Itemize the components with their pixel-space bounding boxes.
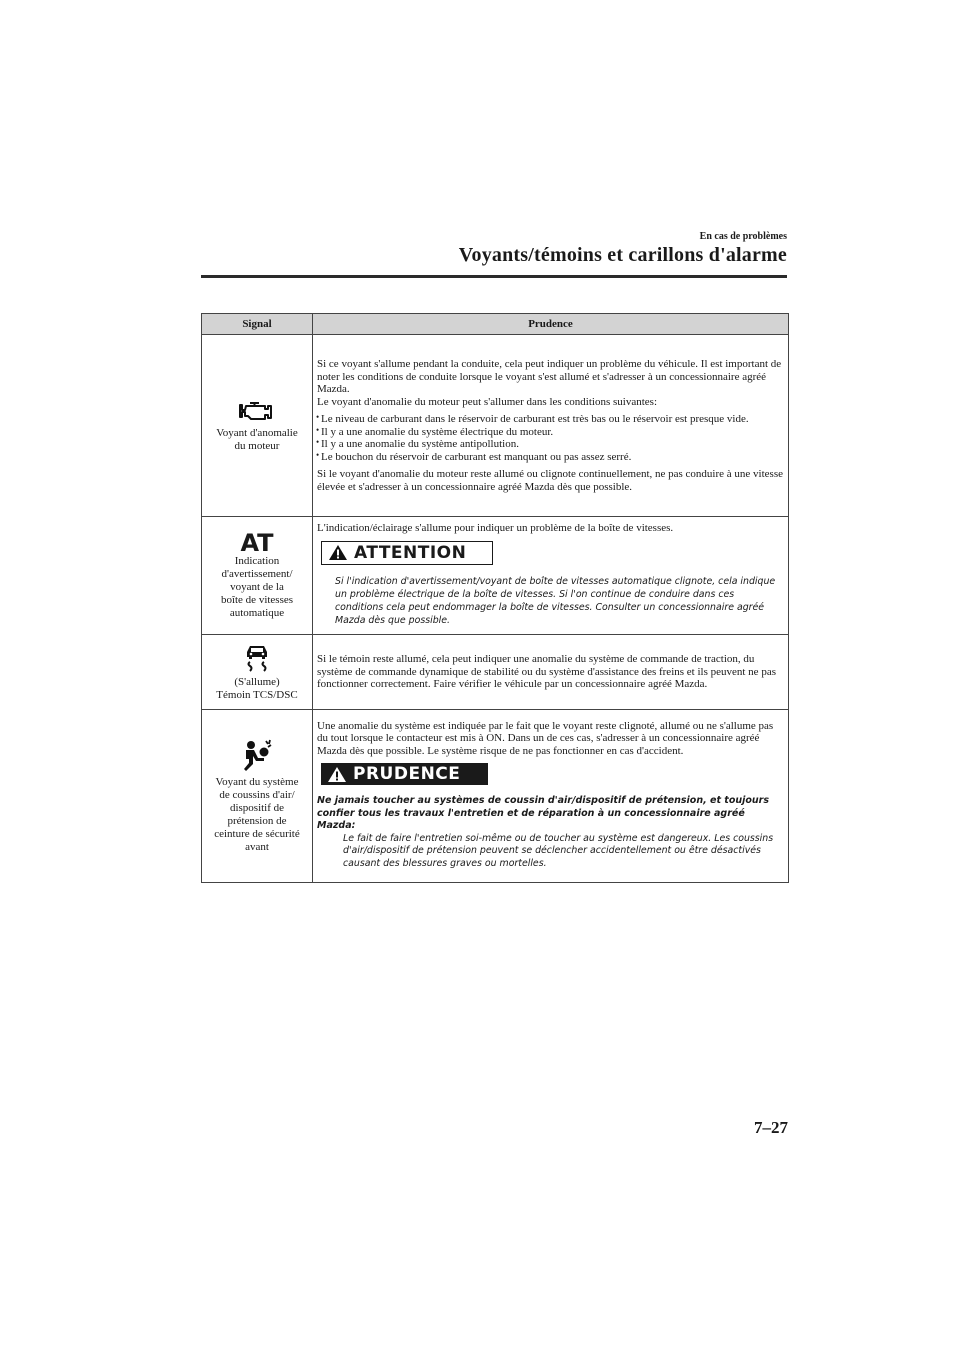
signal-label-line: prétension de [227,814,287,827]
title-rule [201,275,787,278]
list-item: • Il y a une anomalie du système antipollution. [317,438,784,451]
prudence-cell [313,335,789,517]
paragraph: L'indication/éclairage s'allume pour indiquer un problème de la boîte de vitesses. [317,522,674,535]
signal-cell [202,710,313,883]
section-label: En cas de problèmes [699,231,787,242]
signal-label-line: voyant de la [230,581,284,593]
signal-label-line: d'avertissement/ [221,568,293,580]
airbag-icon [240,739,274,773]
paragraph: Le voyant d'anomalie du moteur peut s'allumer dans les conditions suivantes: [317,395,658,408]
signal-label-line: Voyant d'anomalie [216,427,298,439]
signal-label-line: dispositif de [229,801,285,814]
table-row [202,710,789,883]
table-header-row [202,314,789,335]
signal-cell [202,335,313,517]
signal-label-line: automatique [229,607,285,619]
prudence-cell [313,635,789,710]
prudence-cell [313,710,789,883]
prudence-note-heading: Ne jamais toucher au systèmes de coussin d'air/dispositif de prétension, et toujours confier tous les travaux l'entretien et de réparation à un concessionnaire agréé Mazda: [317,795,770,832]
page-number: 7–27 [754,1118,788,1137]
signal-cell [202,635,313,710]
list-item: • Il y a une anomalie du système électrique du moteur. [317,426,784,439]
paragraph: Si ce voyant s'allume pendant la conduite, cela peut indiquer un problème du véhicule. Il est important de noter les conditions de conduite lorsque le voyant s'est allumé et s'adresser à un concessionnaire agréé Mazda. [317,358,782,395]
signal-label-line: de coussins d'air/ [219,788,295,801]
at-warning-icon: AT [240,529,274,557]
engine-icon [239,398,275,424]
table-row [202,335,789,517]
list-item: • Le niveau de carburant dans le réservoir de carburant est très bas ou le réservoir est presque vide. [317,413,784,426]
attention-label: ATTENTION [354,542,467,563]
attention-badge [321,541,493,565]
warning-triangle-icon [328,544,348,561]
signal-label-line: boîte de vitesses [220,594,294,606]
signal-label-line: Voyant du système [215,775,299,788]
paragraph: Si le témoin reste allumé, cela peut indiquer une anomalie du système de commande de traction, du système de commande dynamique de stabilité ou du système d'assistance des freins et ils peuvent ne pas fonctionner correctement. Faire vérifier le véhicule par un concessionnaire agréé Mazda. [317,653,776,691]
prudence-column-header: Prudence [313,314,789,335]
paragraph: Si le voyant d'anomalie du moteur reste allumé ou clignote continuellement, ne pas conduire à une vitesse élevée et s'adresser à un concessionnaire agréé Mazda dès que possible. [317,468,783,493]
signal-label-line: (S'allume) [234,675,280,688]
prudence-badge [321,763,488,785]
table-row [202,635,789,710]
page-title: Voyants/témoins et carillons d'alarme [458,244,787,266]
prudence-cell [313,517,789,635]
warning-triangle-icon [327,766,347,783]
prudence-note-detail: Le fait de faire l'entretien soi-même ou de toucher au système est dangereux. Les coussins d'air/dispositif de prétension peuvent se déclencher accidentellement ou être désactivés causant des blessures graves ou mortelles. [343,832,774,869]
list-item: • Le bouchon du réservoir de carburant est manquant ou pas assez serré. [317,451,784,464]
prudence-label: PRUDENCE [353,764,461,784]
paragraph: Une anomalie du système est indiquée par le fait que le voyant reste clignoté, allumé ou ne s'allume pas du tout lorsque le contacteur est mis à ON. Dans un de ces cas, s'adresser à un concessionnaire agréé Mazda dès que possible. Le système risque de ne pas fonctionner en cas d'accident. [317,719,774,757]
signal-column-header: Signal [202,314,313,335]
warning-signal-table [201,313,789,883]
attention-note: Si l'indication d'avertissement/voyant de boîte de vitesses automatique clignote, cela indique un problème électrique de la boîte de vitesses. Si l'on continue de conduire dans ces conditions cela peut endommager la boîte de vitesses. Consulter un concessionnaire agréé Mazda dès que possible. [335,575,776,626]
signal-label-line: ceinture de sécurité [214,827,300,840]
signal-label-line: du moteur [234,440,280,452]
tcs-dsc-icon [243,643,271,673]
condition-list [317,413,784,463]
signal-cell [202,517,313,635]
signal-label-line: avant [245,840,269,853]
signal-label-line: Témoin TCS/DSC [216,688,298,701]
table-row [202,517,789,635]
signal-label-line: Indication [234,555,280,567]
